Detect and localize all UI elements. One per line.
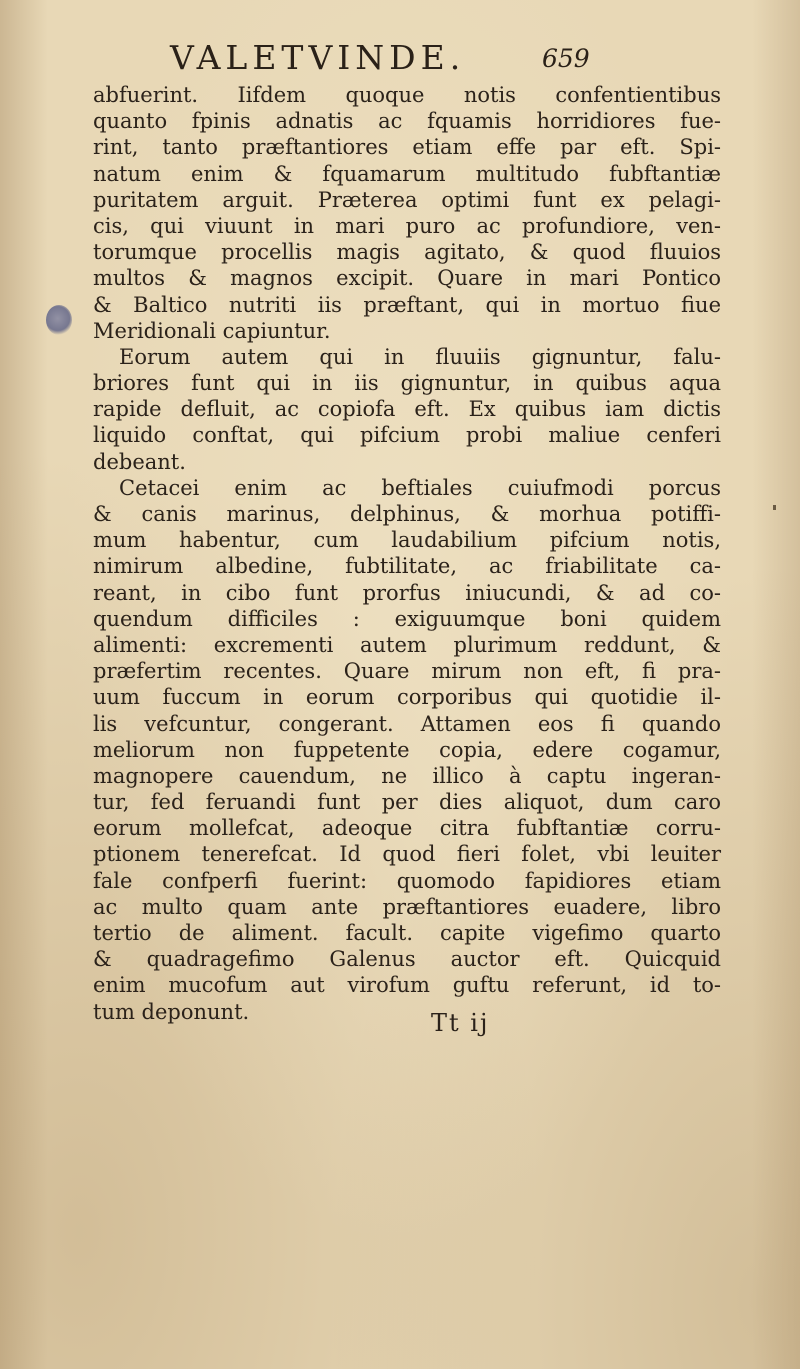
text-line: eorum mollefcat, adeoque citra fubftantiæ corru- xyxy=(93,816,721,841)
page-number: 659 xyxy=(542,44,590,73)
text-line: fale confperfi fuerint: quomodo fapidiores etiam xyxy=(93,868,721,893)
text-line: tum deponunt. xyxy=(93,999,250,1024)
text-line: briores funt qui in iis gignuntur, in quibus aqua xyxy=(93,371,721,396)
text-line: natum enim & fquamarum multitudo fubftantiæ xyxy=(93,161,721,186)
text-line: Eorum autem qui in fluuiis gignuntur, falu- xyxy=(119,344,721,369)
text-line: alimenti: excrementi autem plurimum reddunt, & xyxy=(93,632,721,657)
text-line: quendum difficiles : exiguumque boni quidem xyxy=(93,606,721,631)
text-line: meliorum non fuppetente copia, edere cogamur, xyxy=(93,737,721,762)
text-line: Cetacei enim ac beftiales cuiufmodi porcus xyxy=(119,475,721,500)
margin-mark xyxy=(773,505,776,510)
running-head: VALETVINDE. xyxy=(170,38,466,77)
body-text xyxy=(93,82,721,1025)
ink-stain xyxy=(46,305,72,335)
text-line: cis, qui viuunt in mari puro ac profundiore, ven- xyxy=(93,213,721,238)
text-line: uum fuccum in eorum corporibus qui quotidie il- xyxy=(93,685,721,710)
text-line: quanto fpinis adnatis ac fquamis horridiores fue- xyxy=(93,109,721,134)
text-line: & quadragefimo Galenus auctor eft. Quicquid xyxy=(93,947,721,972)
text-line: mum habentur, cum laudabilium pifcium notis, xyxy=(93,528,721,553)
text-line: Meridionali capiuntur. xyxy=(93,318,331,343)
text-line: ac multo quam ante præftantiores euadere, libro xyxy=(93,894,721,919)
text-line: nimirum albedine, fubtilitate, ac friabilitate ca- xyxy=(93,554,721,579)
text-line: ptionem tenerefcat. Id quod fieri folet, vbi leuiter xyxy=(93,842,721,867)
text-line: tur, fed feruandi funt per dies aliquot, dum caro xyxy=(93,790,721,815)
text-line: debeant. xyxy=(93,449,186,474)
text-line: tertio de aliment. facult. capite vigefimo quarto xyxy=(93,921,721,945)
text-line: puritatem arguit. Præterea optimi funt ex pelagi- xyxy=(93,187,721,212)
text-line: lis vefcuntur, congerant. Attamen eos fi quando xyxy=(93,711,721,736)
text-line: reant, in cibo funt prorfus iniucundi, & ad co- xyxy=(93,580,721,605)
text-line: rapide defluit, ac copiofa eft. Ex quibus iam dictis xyxy=(93,397,721,422)
text-line: abfuerint. Iifdem quoque notis confentientibus xyxy=(93,83,721,107)
text-line: torumque procellis magis agitato, & quod fluuios xyxy=(93,240,721,265)
text-line: enim mucofum aut virofum guftu referunt, id to- xyxy=(93,973,721,998)
text-line: multos & magnos excipit. Quare in mari Pontico xyxy=(93,266,721,291)
text-line: præfertim recentes. Quare mirum non eft, fi pra- xyxy=(93,659,721,684)
text-line: & Baltico nutriti iis præftant, qui in mortuo fiue xyxy=(93,292,721,317)
text-line: liquido conftat, qui pifcium probi maliue cenferi xyxy=(93,423,721,448)
text-line: rint, tanto præftantiores etiam effe par eft. Spi- xyxy=(93,135,721,160)
page-header xyxy=(0,38,800,88)
text-line: & canis marinus, delphinus, & morhua potiffi- xyxy=(93,502,721,526)
text-line: magnopere cauendum, ne illico à captu ingeran- xyxy=(93,763,721,788)
signature-mark: Tt ij xyxy=(431,1009,490,1037)
